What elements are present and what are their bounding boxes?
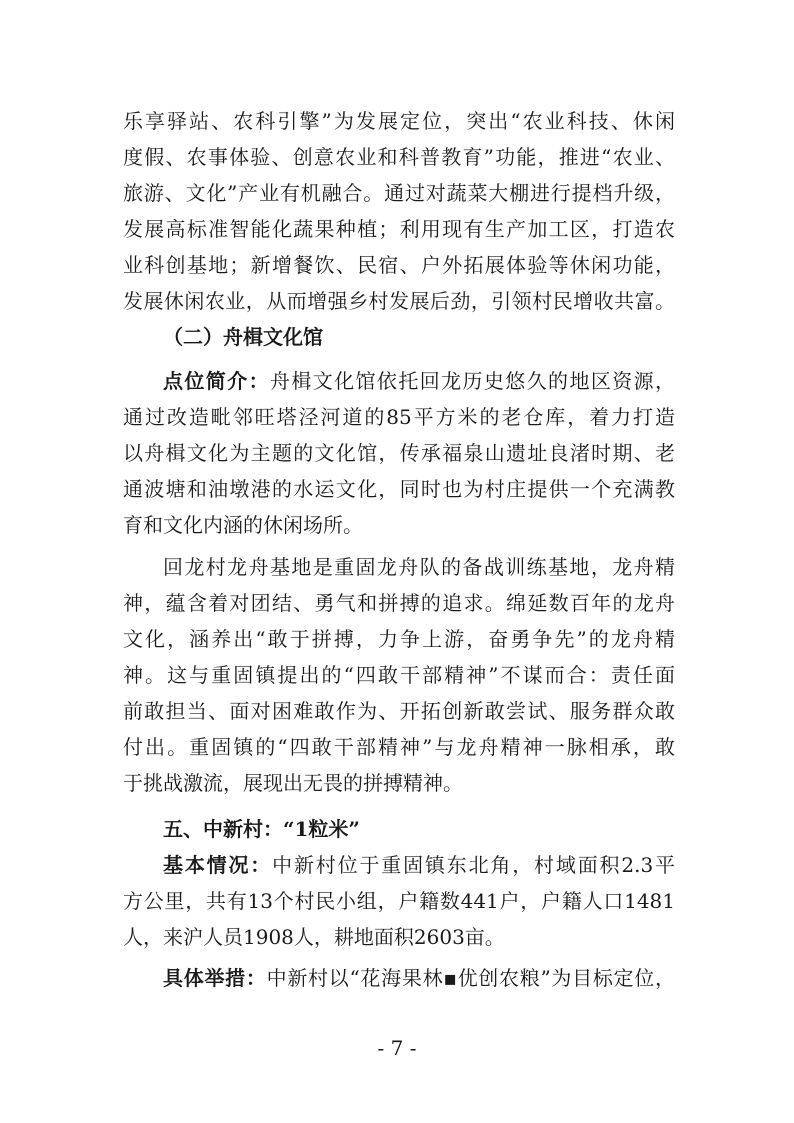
- text-line: 神。这与重固镇提出的“四敢干部精神”不谋而合：责任面: [123, 663, 675, 687]
- text-line: 中新村位于重固镇东北角，村域面积2.3平: [272, 853, 675, 877]
- section-heading: 五、中新村：“1粒米”: [163, 817, 360, 841]
- paragraph-label: 点位简介：: [163, 369, 270, 393]
- text-line: 育和文化内涵的休闲场所。: [123, 513, 363, 537]
- text-line: 文化，涵养出“敢于拼搏，力争上游，奋勇争先”的龙舟精: [123, 627, 675, 651]
- text-line: 于挑战激流，展现出无畏的拼搏精神。: [123, 771, 463, 795]
- text-line: 神，蕴含着对团结、勇气和拼搏的追求。绵延数百年的龙舟: [123, 591, 675, 615]
- text-line: 乐享驿站、农科引擎”为发展定位，突出“农业科技、休闲: [123, 109, 675, 133]
- text-line: 以舟楫文化为主题的文化馆，传承福泉山遗址良渚时期、老: [123, 441, 675, 465]
- text-line: 度假、农事体验、创意农业和科普教育”功能，推进“农业、: [123, 145, 675, 169]
- text-line: 方公里，共有13个村民小组，户籍数441户，户籍人口1481: [123, 889, 675, 913]
- text-line: 前敢担当、面对困难敢作为、开拓创新敢尝试、服务群众敢: [123, 699, 675, 723]
- text-line: 付出。重固镇的“四敢干部精神”与龙舟精神一脉相承，敢: [123, 735, 675, 759]
- text-line: 舟楫文化馆依托回龙历史悠久的地区资源，: [269, 369, 675, 393]
- paragraph-label: 基本情况：: [163, 853, 273, 877]
- paragraph-label: 具体举措：: [163, 966, 267, 990]
- text-line-with-label: [163, 363, 675, 399]
- text-line-with-label: [163, 960, 675, 996]
- text-line: 发展高标准智能化蔬果种植；利用现有生产加工区，打造农: [123, 217, 675, 241]
- text-line: 中新村以“花海果林▪优创农粮”为目标定位，: [266, 966, 675, 990]
- text-line: 人，来沪人员1908人，耕地面积2603亩。: [123, 925, 505, 949]
- text-line: 通过改造毗邻旺塔泾河道的85平方米的老仓库，着力打造: [123, 405, 675, 429]
- text-line-with-label: [163, 847, 675, 883]
- page-number: - 7 -: [377, 1036, 417, 1060]
- text-line: 旅游、文化”产业有机融合。通过对蔬菜大棚进行提档升级，: [123, 181, 675, 205]
- text-line: 发展休闲农业，从而增强乡村发展后劲，引领村民增收共富。: [123, 289, 675, 313]
- text-line: 通波塘和油墩港的水运文化，同时也为村庄提供一个充满教: [123, 477, 675, 501]
- text-line: 回龙村龙舟基地是重固龙舟队的备战训练基地，龙舟精: [163, 555, 675, 579]
- section-heading: （二）舟楫文化馆: [163, 325, 323, 349]
- text-line: 业科创基地；新增餐饮、民宿、户外拓展体验等休闲功能，: [123, 253, 675, 277]
